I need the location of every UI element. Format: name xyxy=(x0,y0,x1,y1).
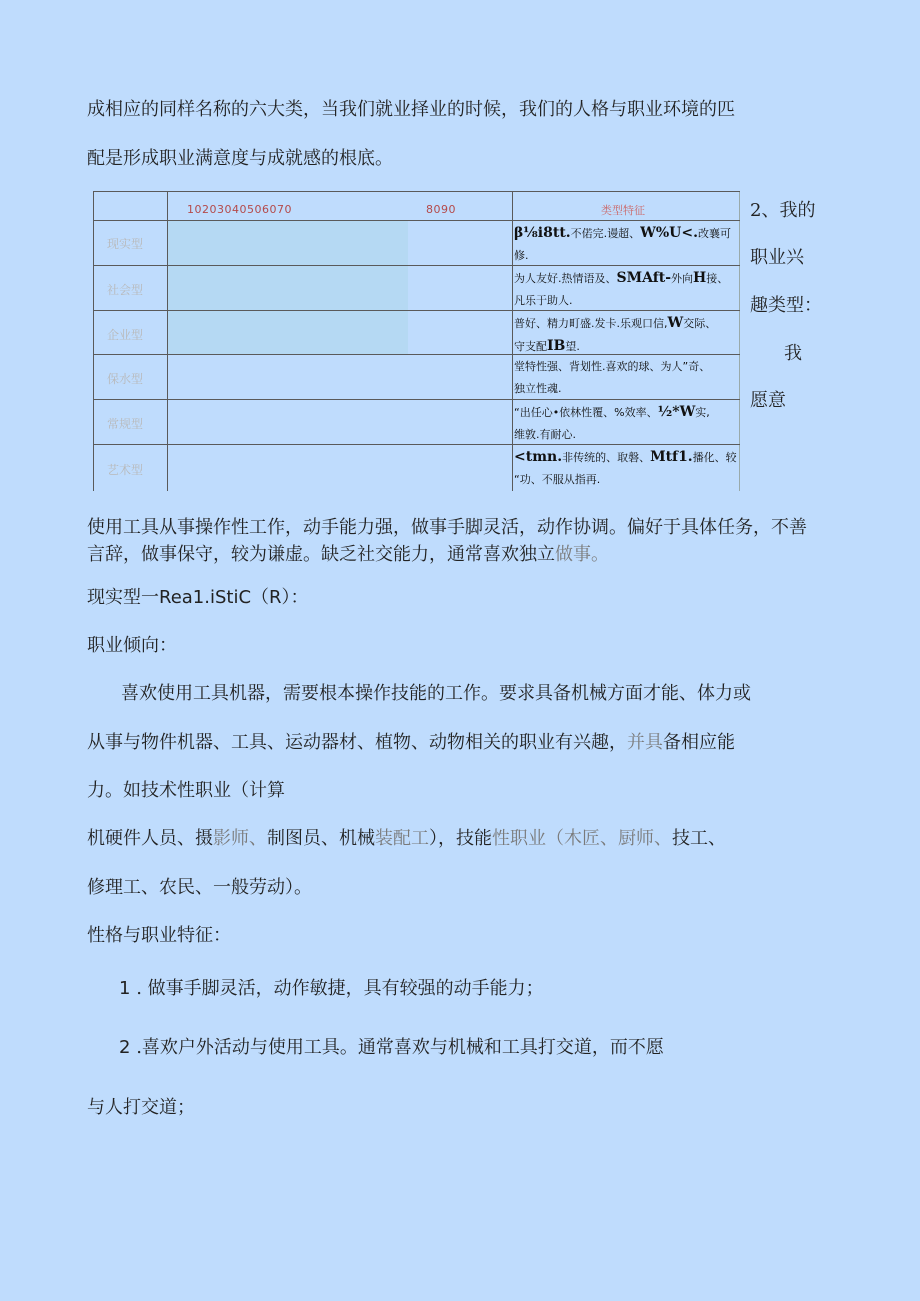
list-item-2: 2 .喜欢户外活动与使用工具。通常喜欢与机械和工具打交道，而不愿 xyxy=(119,1037,664,1058)
side-text-2: 职业兴 xyxy=(750,247,804,268)
feature-artistic: <tmn.非传统的、取磐、Mtf1.播化、较 “功、不服从指再. xyxy=(514,449,737,486)
list-item-2-continued: 与人打交道； xyxy=(87,1097,195,1118)
row-label-artistic: 艺术型 xyxy=(107,463,144,477)
heading-career-tendency: 职业倾向： xyxy=(87,635,177,656)
row-label-conventional-b: 常规型 xyxy=(107,417,144,431)
score-bar-enterprising xyxy=(167,310,408,354)
side-text-4: 我 xyxy=(784,343,802,364)
paragraph-tendency-5: 修理工、农民、一般劳动）。 xyxy=(87,877,312,898)
feature-realistic: β⅛i8tt.不偌完.谩超、W%U<.改襄可 修. xyxy=(514,225,731,262)
feature-column-header: 类型特征 xyxy=(601,204,645,217)
paragraph-tendency-1: 喜欢使用工具机器，需要根本操作技能的工作。要求具备机械方面才能、体力或 xyxy=(121,683,751,704)
feature-social: 为人友好.热情语及、SMAft-外向H接、 凡乐于助人. xyxy=(514,270,729,307)
row-label-enterprising: 企业型 xyxy=(107,328,144,342)
feature-conventional-a: 堂特性强、背划性.喜欢的球、为人”奇、 独立性魂. xyxy=(514,360,711,395)
side-text-5: 愿意 xyxy=(750,390,786,411)
heading-personality-traits: 性格与职业特征： xyxy=(87,925,231,946)
row-label-social: 社会型 xyxy=(107,283,144,297)
feature-conventional-b: “出任心•依林性覆、%效率、½*W实, 维敦.有耐心. xyxy=(514,404,710,441)
heading-realistic: 现实型一Rea1.iStiC（R）： xyxy=(87,587,309,608)
interest-type-table xyxy=(93,191,740,491)
scale-ticks-right: 8090 xyxy=(426,203,456,216)
paragraph-summary: 使用工具从事操作性工作，动手能力强，做事手脚灵活，动作协调。偏好于具体任务，不善言辞，做事保守，较为谦虚。缺乏社交能力，通常喜欢独立做事。 xyxy=(87,517,807,565)
paragraph-tendency-3: 力。如技术性职业（计算 xyxy=(87,780,285,801)
row-label-realistic: 现实型 xyxy=(107,237,144,251)
score-bar-social xyxy=(167,265,408,310)
list-item-1: 1 . 做事手脚灵活，动作敏捷，具有较强的动手能力； xyxy=(119,978,544,999)
scale-ticks-left: 10203040506070 xyxy=(187,203,292,216)
side-text-1: 2、我的 xyxy=(750,200,816,221)
row-label-conventional-a: 保水型 xyxy=(107,372,144,386)
paragraph-tendency-2: 从事与物件机器、工具、运动器材、植物、动物相关的职业有兴趣，并具备相应能 xyxy=(87,732,735,753)
side-text-3: 趣类型： xyxy=(750,295,822,316)
feature-enterprising: 普好、精力町盛.发卡.乐观口信,W交际、 守支配IB望. xyxy=(514,315,717,354)
score-bar-realistic xyxy=(167,221,408,265)
intro-line-1: 成相应的同样名称的六大类，当我们就业择业的时候，我们的人格与职业环境的匹 xyxy=(87,99,735,120)
paragraph-tendency-4: 机硬件人员、摄影师、制图员、机械装配工），技能性职业（木匠、厨师、技工、 xyxy=(87,828,726,849)
intro-line-2: 配是形成职业满意度与成就感的根底。 xyxy=(87,148,393,169)
